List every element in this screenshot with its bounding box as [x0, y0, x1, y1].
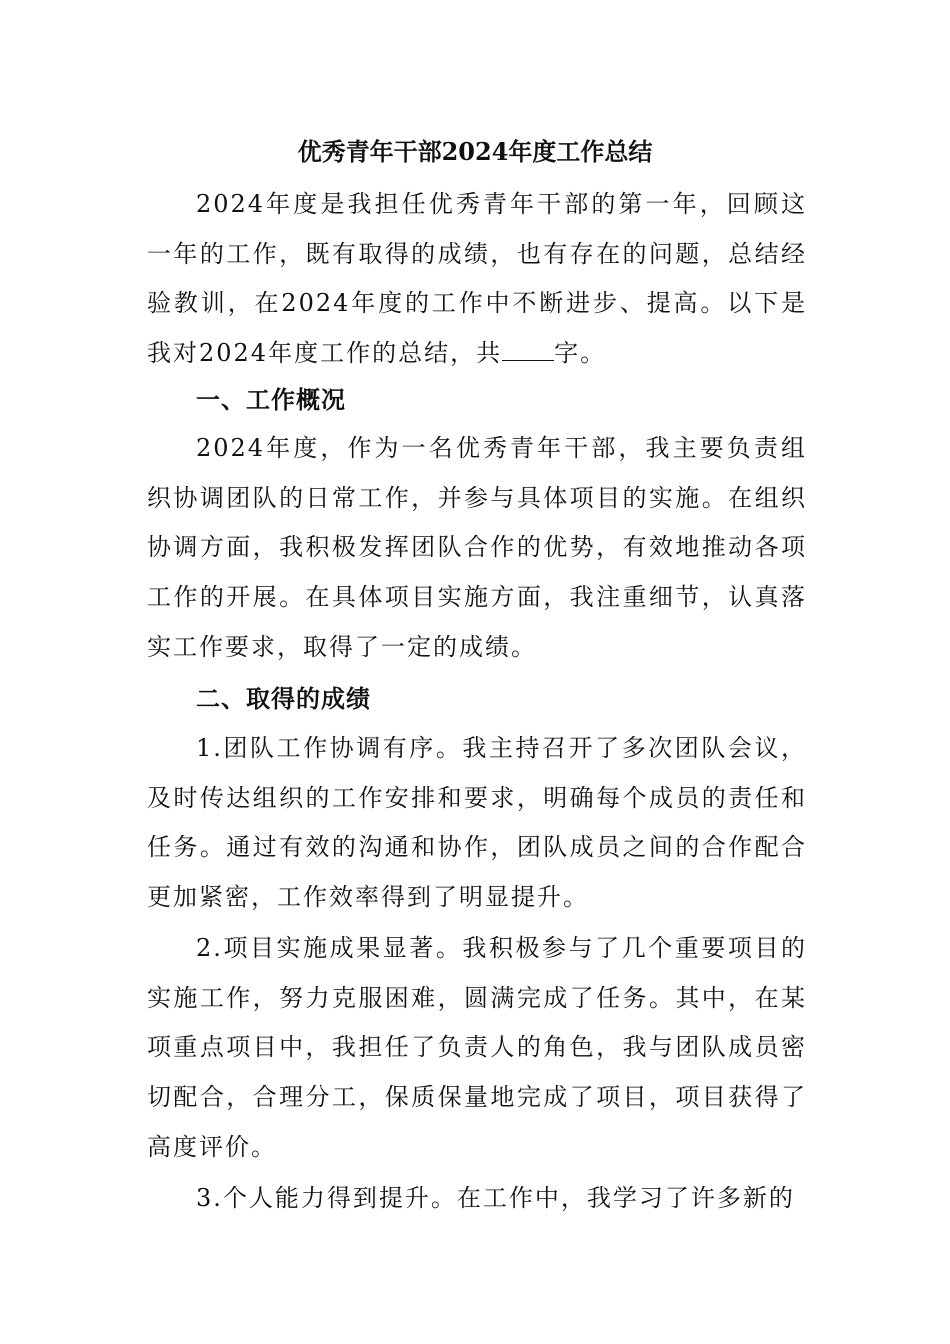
- intro-paragraph: [147, 180, 807, 379]
- achievement-item-2: 2.项目实施成果显著。我积极参与了几个重要项目的实施工作，努力克服困难，圆满完成了任务。其中，在某项重点项目中，我担任了负责人的角色，我与团队成员密切配合，合理分工，保质保量地完成了项目，项目获得了高度评价。: [147, 934, 807, 1161]
- intro-text-end: 字。: [554, 339, 607, 368]
- word-count-blank: [502, 340, 554, 361]
- section-heading-achievements: 二、取得的成绩: [196, 684, 371, 713]
- overview-paragraph: 2024年度，作为一名优秀青年干部，我主要负责组织协调团队的日常工作，并参与具体项目的实施。在组织协调方面，我积极发挥团队合作的优势，有效地推动各项工作的开展。在具体项目实施方面，我注重细节，认真落实工作要求，取得了一定的成绩。: [147, 434, 807, 661]
- section-heading-overview: 一、工作概况: [196, 385, 346, 414]
- document-title: 优秀青年干部2024年度工作总结: [297, 137, 653, 166]
- intro-text: 2024年度是我担任优秀青年干部的第一年，回顾这一年的工作，既有取得的成绩，也有存在的问题，总结经验教训，在2024年度的工作中不断进步、提高。以下是我对2024年度工作的总结，共: [147, 190, 807, 368]
- achievement-item-3: 3.个人能力得到提升。在工作中，我学习了许多新的: [196, 1184, 795, 1212]
- achievement-item-1: 1.团队工作协调有序。我主持召开了多次团队会议，及时传达组织的工作安排和要求，明确每个成员的责任和任务。通过有效的沟通和协作，团队成员之间的合作配合更加紧密，工作效率得到了明显提升。: [147, 734, 807, 912]
